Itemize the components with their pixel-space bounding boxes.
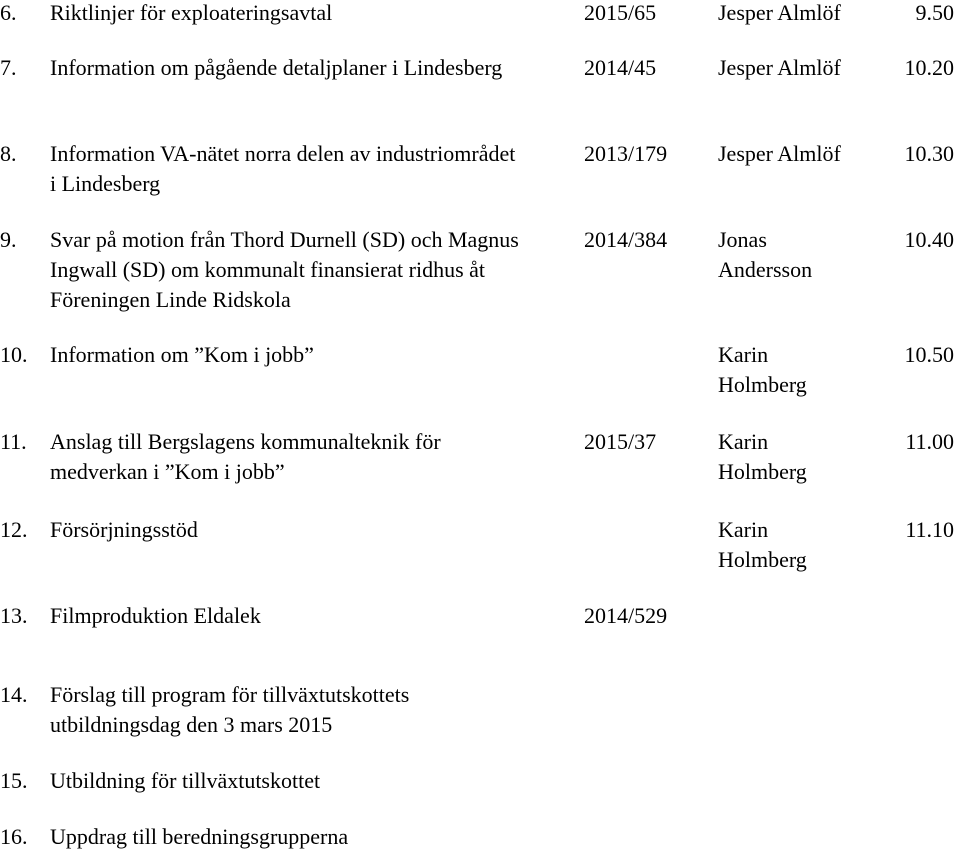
item-presenter: Jesper Almlöf <box>718 0 841 25</box>
item-number: 16. <box>0 824 28 849</box>
item-title: Svar på motion från Thord Durnell (SD) och Magnus Ingwall (SD) om kommunalt finansierat ridhus åt Föreningen Linde Ridskola <box>50 227 519 312</box>
item-time: 11.10 <box>905 517 954 542</box>
item-presenter: Karin Holmberg <box>718 429 807 484</box>
item-time: 10.40 <box>904 227 954 252</box>
item-number: 15. <box>0 768 28 793</box>
item-title: Uppdrag till beredningsgrupperna <box>50 824 349 849</box>
item-title: Filmproduktion Eldalek <box>50 603 261 628</box>
item-title: Information VA-nätet norra delen av industriområdet i Lindesberg <box>50 141 516 196</box>
item-presenter: Jesper Almlöf <box>718 141 841 166</box>
item-number: 6. <box>0 0 17 25</box>
item-title: Förslag till program för tillväxtutskottets utbildningsdag den 3 mars 2015 <box>50 682 410 737</box>
item-presenter: Karin Holmberg <box>718 517 807 572</box>
item-diary-number: 2015/37 <box>584 429 657 454</box>
item-diary-number: 2014/384 <box>584 227 668 252</box>
item-time: 10.50 <box>904 342 954 367</box>
item-time: 10.30 <box>904 141 954 166</box>
item-time: 10.20 <box>904 55 954 80</box>
item-number: 14. <box>0 682 28 707</box>
item-presenter: Jonas Andersson <box>718 227 813 282</box>
item-number: 9. <box>0 227 17 252</box>
item-diary-number: 2015/65 <box>584 0 657 25</box>
item-title: Information om ”Kom i jobb” <box>50 342 314 367</box>
item-time: 11.00 <box>905 429 954 454</box>
item-title: Anslag till Bergslagens kommunalteknik för medverkan i ”Kom i jobb” <box>50 429 441 484</box>
item-diary-number: 2013/179 <box>584 141 668 166</box>
item-title: Riktlinjer för exploateringsavtal <box>50 0 333 25</box>
item-presenter: Karin Holmberg <box>718 342 807 397</box>
item-number: 10. <box>0 342 28 367</box>
item-time: 9.50 <box>915 0 954 25</box>
item-number: 13. <box>0 603 28 628</box>
item-title: Information om pågående detaljplaner i Lindesberg <box>50 55 503 80</box>
item-title: Försörjningsstöd <box>50 517 198 542</box>
item-number: 12. <box>0 517 28 542</box>
item-title: Utbildning för tillväxtutskottet <box>50 768 321 793</box>
item-presenter: Jesper Almlöf <box>718 55 841 80</box>
item-number: 8. <box>0 141 17 166</box>
item-diary-number: 2014/45 <box>584 55 657 80</box>
item-diary-number: 2014/529 <box>584 603 668 628</box>
item-number: 11. <box>0 429 27 454</box>
item-number: 7. <box>0 55 17 80</box>
